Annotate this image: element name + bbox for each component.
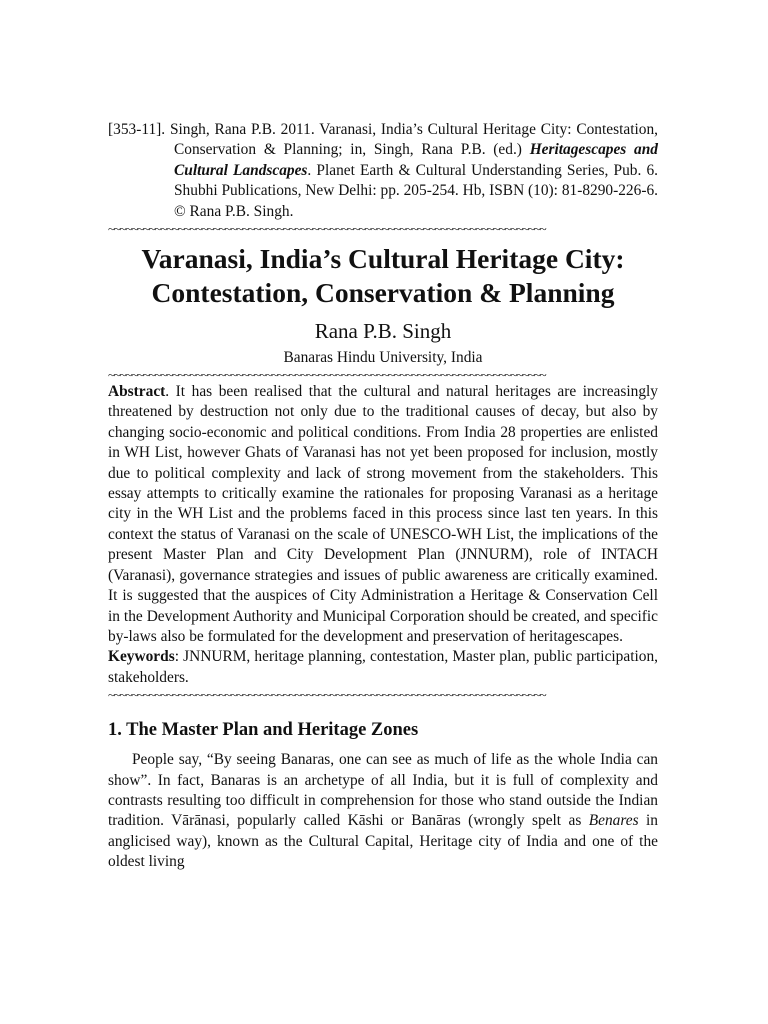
paper-page bbox=[108, 120, 658, 873]
citation-book-title: Heritagescapes and Cultural Landscapes bbox=[174, 141, 658, 179]
separator-line: ~~~~~~~~~~~~~~~~~~~~~~~~~~~~~~~~~~~~~~~~~~~~~~~~~~~~~~~~~~~~~~~~~~~~~~~~~~~ bbox=[108, 222, 546, 237]
paper-title-line-2: Contestation, Conservation & Planning bbox=[151, 277, 615, 309]
citation-tail: . Planet Earth & Cultural Understanding Series, Pub. 6. Shubhi Publications, New Delhi: pp. 205-254. Hb, ISBN (10): 81-8290-226-6. © Rana P.B. Singh. bbox=[174, 161, 658, 220]
abstract-paragraph bbox=[108, 382, 658, 647]
keywords-text: : JNNURM, heritage planning, contestation, Master plan, public participation, stakeholders. bbox=[108, 648, 658, 686]
body-italic-term: Benares bbox=[588, 812, 639, 830]
separator-line: ~~~~~~~~~~~~~~~~~~~~~~~~~~~~~~~~~~~~~~~~~~~~~~~~~~~~~~~~~~~~~~~~~~~~~~~~~~~ bbox=[108, 368, 546, 383]
author-name: Rana P.B. Singh bbox=[314, 319, 452, 344]
paper-title bbox=[108, 242, 658, 310]
abstract-label: Abstract bbox=[108, 383, 166, 401]
paper-title-line-1: Varanasi, India’s Cultural Heritage City: bbox=[141, 243, 625, 275]
body-text-1: People say, “By seeing Banaras, one can see as much of life as the whole India can show”. In fact, Banaras is an archetype of all India, but it is full of complexity and contrasts resulting too difficult in comprehension for those who stand outside the Indian tradition. Vārānasi, popularly called Kāshi or Banāras (wrongly spelt as bbox=[108, 751, 658, 830]
author-affiliation: Banaras Hindu University, India bbox=[283, 349, 483, 367]
section-heading: 1. The Master Plan and Heritage Zones bbox=[108, 720, 419, 741]
abstract-text: . It has been realised that the cultural and natural heritages are increasingly threatened by destruction not only due to the traditional causes of decay, but also by changing socio-economic and political conditions. From India 28 properties are enlisted in WH List, however Ghats of Varanasi has not yet been proposed for inclusion, mostly due to political complexity and lack of strong movement from the stakeholders. This essay attempts to critically examine the rationales for proposing Varanasi as a heritage city in the WH List and the problems faced in this process since last ten years. In this context the status of Varanasi on the scale of UNESCO-WH List, the implications of the present Master Plan and City Development Plan (JNNURM), role of INTACH (Varanasi), governance strategies and issues of public awareness are critically examined. It is suggested that the auspices of City Administration a Heritage & Conservation Cell in the Development Authority and Municipal Corporation should be created, and specific by-laws also be formulated for the development and preservation of heritagescapes. bbox=[108, 383, 658, 645]
body-paragraph bbox=[108, 750, 658, 872]
keywords-paragraph bbox=[108, 647, 658, 688]
citation-block bbox=[108, 120, 658, 222]
body-text-2: in anglicised way), known as the Cultural Capital, Heritage city of India and one of the oldest living bbox=[108, 812, 658, 871]
keywords-label: Keywords bbox=[108, 648, 175, 666]
separator-line: ~~~~~~~~~~~~~~~~~~~~~~~~~~~~~~~~~~~~~~~~~~~~~~~~~~~~~~~~~~~~~~~~~~~~~~~~~~~ bbox=[108, 688, 546, 703]
citation-lead: [353-11]. Singh, Rana P.B. 2011. Varanasi, India’s Cultural Heritage City: Contestation, Conservation & Planning; in, Singh, Rana P.B. (ed.) bbox=[108, 121, 658, 159]
